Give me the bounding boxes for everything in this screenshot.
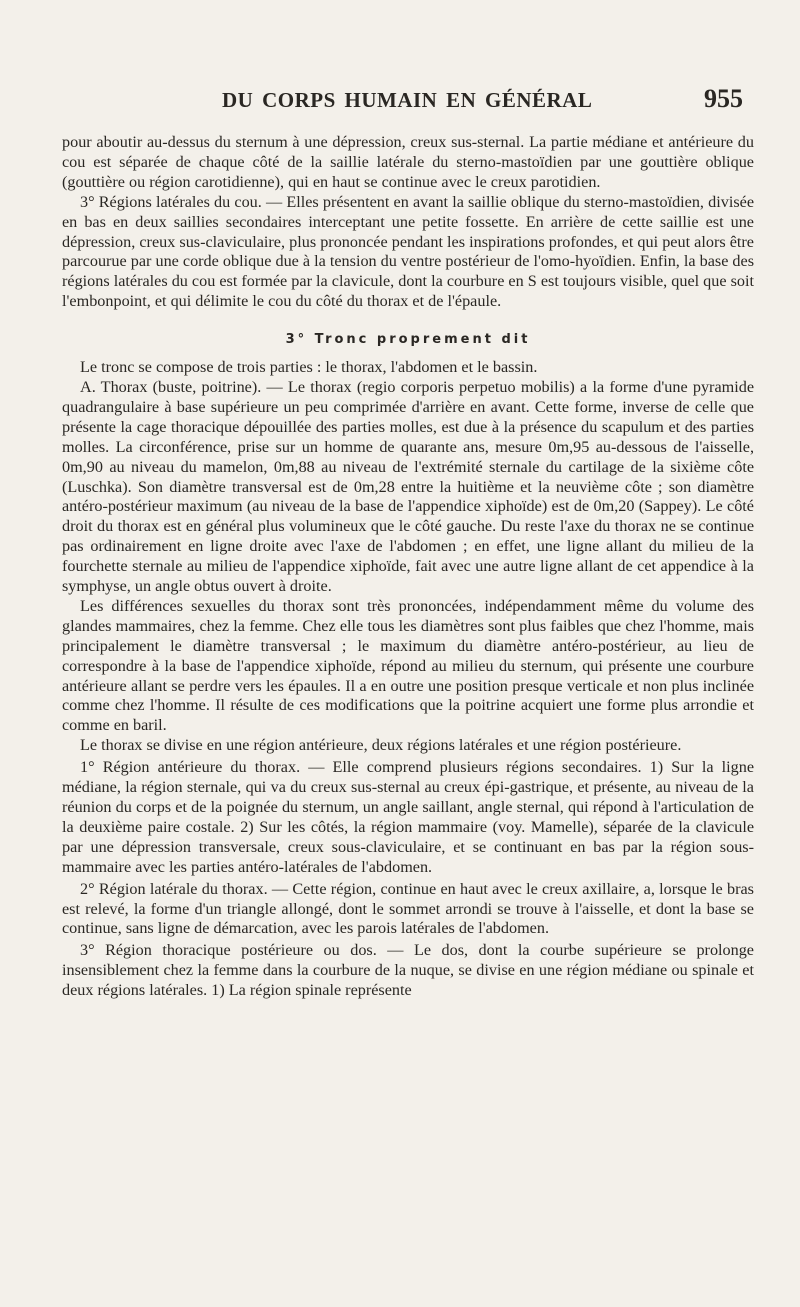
- paragraph: Les différences sexuelles du thorax sont très prononcées, indépendamment même du volume des glandes mammaires, chez la femme. Chez elle tous les diamètres sont plus faibles que chez l'homme, mais principalement le diamètre transversal ; le maximum du diamètre antéro-postérieur, au lieu de correspondre à la base de l'appendice xiphoïde, répond au milieu du sternum, qui présente une courbure antérieure allant se perdre vers les épaules. Il a en outre une position presque verticale et non plus inclinée comme chez l'homme. Il résulte de ces modifications que la poitrine acquiert une forme plus arrondie et comme en baril.: [62, 596, 754, 735]
- paragraph: 1° Région antérieure du thorax. — Elle comprend plusieurs régions secondaires. 1) Sur la ligne médiane, la région sternale, qui va du creux sus-sternal au creux épi-gastrique, et présente, au niveau de la réunion du corps et de la poignée du sternum, un angle saillant, angle sternal, qui répond à l'articulation de la deuxième paire costale. 2) Sur les côtés, la région mammaire (voy. Mamelle), séparée de la clavicule par une dépression transversale, creux sous-claviculaire, et se continuant en bas par la région sous-mammaire avec les parties antéro-latérales de l'abdomen.: [62, 758, 754, 876]
- running-title: DU CORPS HUMAIN EN GÉNÉRAL: [222, 88, 593, 112]
- paragraph: A. Thorax (buste, poitrine). — Le thorax (regio corporis perpetuo mobilis) a la forme d'une pyramide quadrangulaire à base supérieure un peu comprimée d'arrière en avant. Cette forme, inverse de celle que présente la cage thoracique dépouillée des parties molles, est due à la présence du scapulum et des parties molles. La circonférence, prise sur un homme de quarante ans, mesure 0m,95 au-dessous de l'aisselle, 0m,90 au niveau du mamelon, 0m,88 au niveau de l'extrémité sternale du cartilage de la sixième côte (Luschka). Son diamètre transversal est de 0m,28 entre la huitième et la neuvième côte ; son diamètre antéro-postérieur maximum (au niveau de la base de l'appendice xiphoïde) est de 0m,20 (Sappey). Le côté droit du thorax est en général plus volumineux que le côté gauche. Du reste l'axe du thorax ne se continue pas ordinairement en ligne droite avec l'axe de l'abdomen ; en effet, une ligne allant du milieu de la fourchette sternale au milieu de l'appendice xiphoïde, fait avec une autre ligne allant de cet appendice à la symphyse, un angle obtus ouvert à droite.: [62, 377, 754, 596]
- page-number: 955: [704, 84, 743, 113]
- paragraph: Le tronc se compose de trois parties : le thorax, l'abdomen et le bassin.: [80, 358, 538, 377]
- paragraph: 2° Région latérale du thorax. — Cette région, continue en haut avec le creux axillaire, a, lorsque le bras est relevé, la forme d'un triangle allongé, dont le sommet arrondi se trouve à l'aisselle, et dont la base se continue, sans ligne de démarcation, avec les parois latérales de l'abdomen.: [62, 879, 754, 938]
- paragraph: pour aboutir au-dessus du sternum à une dépression, creux sus-sternal. La partie médiane et antérieure du cou est séparée de chaque côté de la saillie latérale du sterno-mastoïdien par une gouttière oblique (gouttière ou région carotidienne), qui en haut se continue avec le creux parotidien.: [62, 133, 754, 191]
- paragraph: 3° Région thoracique postérieure ou dos. — Le dos, dont la courbe supérieure se prolonge insensiblement chez la femme dans la courbure de la nuque, se divise en une région médiane ou spinale et deux régions latérales. 1) La région spinale représente: [62, 941, 754, 1000]
- paragraph: Le thorax se divise en une région antérieure, deux régions latérales et une région postérieure.: [80, 736, 682, 755]
- page-header: [0, 84, 800, 118]
- page-body: [62, 133, 754, 1001]
- paragraph: 3° Régions latérales du cou. — Elles présentent en avant la saillie oblique du sterno-mastoïdien, divisée en bas en deux saillies secondaires interceptant une petite fossette. En arrière de cette saillie est une dépression, creux sus-claviculaire, plus prononcée pendant les inspirations profondes, et qui peut alors être parcourue par une corde oblique due à la tension du ventre postérieur de l'omo-hyoïdien. Enfin, la base des régions latérales du cou est formée par la clavicule, dont la courbure en S est toujours visible, quel que soit l'embonpoint, et qui délimite le cou du côté du thorax et de l'épaule.: [62, 192, 754, 311]
- section-heading: 3° Tronc proprement dit: [285, 332, 531, 348]
